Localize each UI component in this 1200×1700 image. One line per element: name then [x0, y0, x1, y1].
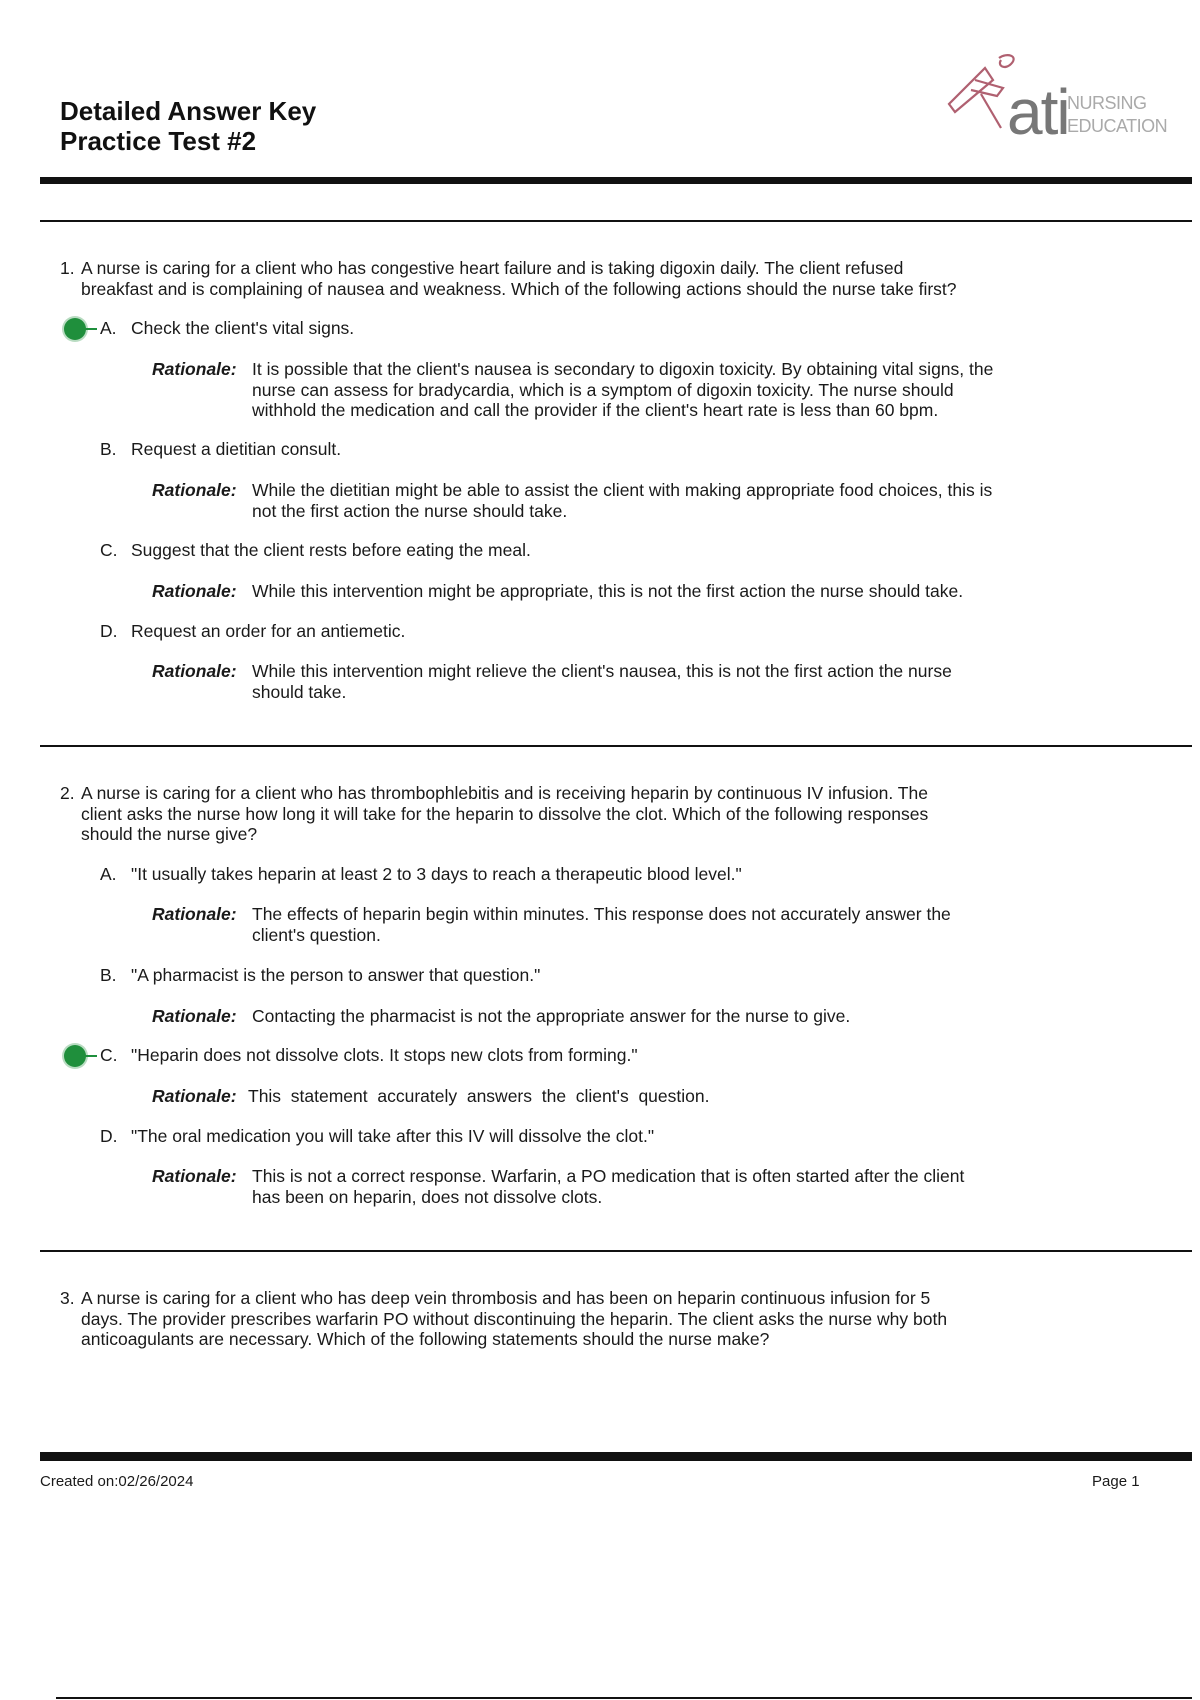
- question-2-option-b: [100, 965, 1160, 986]
- rationale-line: Contacting the pharmacist is not the appropriate answer for the nurse to give.: [252, 1006, 851, 1026]
- question-3-stem: [60, 1288, 1170, 1350]
- divider: [40, 745, 1192, 747]
- option-letter: B.: [100, 439, 117, 459]
- rationale-label: Rationale:: [152, 1006, 237, 1026]
- question-2-option-c-rationale: [152, 1086, 1112, 1107]
- logo-tagline-line-1: NURSING: [1067, 93, 1147, 113]
- option-text: "The oral medication you will take after this IV will dissolve the clot.": [131, 1126, 655, 1146]
- question-2-option-b-rationale: [152, 1006, 1112, 1027]
- stem-line: A nurse is caring for a client who has deep vein thrombosis and has been on heparin continuous infusion for 5: [81, 1288, 931, 1308]
- question-2-option-a-rationale: [152, 904, 1112, 945]
- question-1-option-b-rationale: [152, 480, 1112, 521]
- question-2-stem: [60, 783, 1170, 845]
- rationale-label: Rationale:: [152, 480, 237, 500]
- stem-line: anticoagulants are necessary. Which of the following statements should the nurse make?: [81, 1329, 770, 1349]
- rationale-label: Rationale:: [152, 1086, 237, 1106]
- stem-line: A nurse is caring for a client who has thrombophlebitis and is receiving heparin by continuous IV infusion. The: [81, 783, 928, 803]
- rationale-line: This is not a correct response. Warfarin, a PO medication that is often started after the client: [252, 1166, 965, 1186]
- rationale-label: Rationale:: [152, 1166, 237, 1186]
- correct-answer-dot-icon: [64, 1045, 86, 1067]
- rationale-line: While this intervention might relieve the client's nausea, this is not the first action the nurse: [252, 661, 952, 681]
- option-text: Request a dietitian consult.: [131, 439, 342, 459]
- option-text: "Heparin does not dissolve clots. It stops new clots from forming.": [131, 1045, 638, 1065]
- title-line-1: Detailed Answer Key: [60, 96, 317, 126]
- correct-answer-marker: [64, 1045, 98, 1067]
- divider: [40, 1250, 1192, 1252]
- rationale-label: Rationale:: [152, 904, 237, 924]
- logo-tagline: [1067, 92, 1167, 138]
- question-1-stem: [60, 258, 1170, 299]
- question-2-option-c: [100, 1045, 1160, 1066]
- question-1-option-d-rationale: [152, 661, 1112, 702]
- rationale-line: client's question.: [252, 924, 381, 945]
- rationale-line: has been on heparin, does not dissolve clots.: [252, 1186, 603, 1207]
- correct-answer-pointer-icon: [85, 328, 97, 330]
- rationale-line: nurse can assess for bradycardia, which is a symptom of digoxin toxicity. The nurse should: [252, 379, 954, 400]
- correct-answer-marker: [64, 318, 98, 340]
- option-text: "It usually takes heparin at least 2 to 3 days to reach a therapeutic blood level.": [131, 864, 742, 884]
- option-letter: C.: [100, 1045, 118, 1065]
- option-letter: A.: [100, 864, 117, 884]
- logo-wordmark: ati: [1007, 76, 1069, 148]
- divider: [40, 220, 1192, 222]
- question-1-option-a-rationale: [152, 359, 1112, 421]
- option-text: Check the client's vital signs.: [131, 318, 355, 338]
- question-2-option-d-rationale: [152, 1166, 1112, 1207]
- stem-line: should the nurse give?: [81, 824, 258, 844]
- stem-line: A nurse is caring for a client who has congestive heart failure and is taking digoxin daily. The client refused: [81, 258, 904, 278]
- rationale-line: withhold the medication and call the provider if the client's heart rate is less than 60 bpm.: [252, 400, 939, 420]
- footer-thick-rule: [40, 1452, 1192, 1461]
- rationale-line: It is possible that the client's nausea is secondary to digoxin toxicity. By obtaining vital signs, the: [252, 359, 994, 379]
- option-letter: D.: [100, 621, 118, 641]
- stem-line: client asks the nurse how long it will take for the heparin to dissolve the clot. Which of the following responses: [81, 803, 929, 824]
- question-number: 1.: [60, 258, 75, 278]
- correct-answer-dot-icon: [64, 318, 86, 340]
- question-1-option-c: [100, 540, 1160, 561]
- question-2-option-a: [100, 864, 1160, 885]
- page-title: [60, 96, 316, 156]
- stem-line: days. The provider prescribes warfarin PO without discontinuing the heparin. The client asks the nurse why both: [81, 1308, 948, 1329]
- option-text: Request an order for an antiemetic.: [131, 621, 406, 641]
- question-2-option-d: [100, 1126, 1160, 1147]
- rationale-line: not the first action the nurse should take.: [252, 500, 568, 521]
- rationale-line: The effects of heparin begin within minutes. This response does not accurately answer the: [252, 904, 951, 924]
- question-1-option-c-rationale: [152, 581, 1112, 602]
- question-1-option-d: [100, 621, 1160, 642]
- correct-answer-pointer-icon: [85, 1055, 97, 1057]
- rationale-line: This statement accurately answers the client's question.: [248, 1086, 710, 1106]
- question-1-option-b: [100, 439, 1160, 460]
- ati-logo: [945, 50, 1168, 148]
- option-letter: C.: [100, 540, 118, 560]
- option-letter: B.: [100, 965, 117, 985]
- title-line-2: Practice Test #2: [60, 126, 257, 156]
- question-1-option-a: [100, 318, 1160, 339]
- rationale-line: While this intervention might be appropriate, this is not the first action the nurse should take.: [252, 581, 964, 601]
- option-text: "A pharmacist is the person to answer that question.": [131, 965, 541, 985]
- bottom-rule: [56, 1697, 1192, 1699]
- stem-line: breakfast and is complaining of nausea and weakness. Which of the following actions should the nurse take first?: [81, 278, 957, 299]
- question-number: 2.: [60, 783, 75, 803]
- page-number: Page 1: [1092, 1473, 1140, 1490]
- created-date: Created on:02/26/2024: [40, 1473, 194, 1490]
- rationale-label: Rationale:: [152, 581, 237, 601]
- rationale-line: While the dietitian might be able to assist the client with making appropriate food choices, this is: [252, 480, 993, 500]
- rationale-line: should take.: [252, 681, 347, 702]
- option-letter: A.: [100, 318, 117, 338]
- logo-tagline-line-2: EDUCATION: [1067, 116, 1168, 136]
- rationale-label: Rationale:: [152, 359, 237, 379]
- option-text: Suggest that the client rests before eating the meal.: [131, 540, 531, 560]
- option-letter: D.: [100, 1126, 118, 1146]
- question-number: 3.: [60, 1288, 75, 1308]
- header-thick-rule: [40, 177, 1192, 184]
- rationale-label: Rationale:: [152, 661, 237, 681]
